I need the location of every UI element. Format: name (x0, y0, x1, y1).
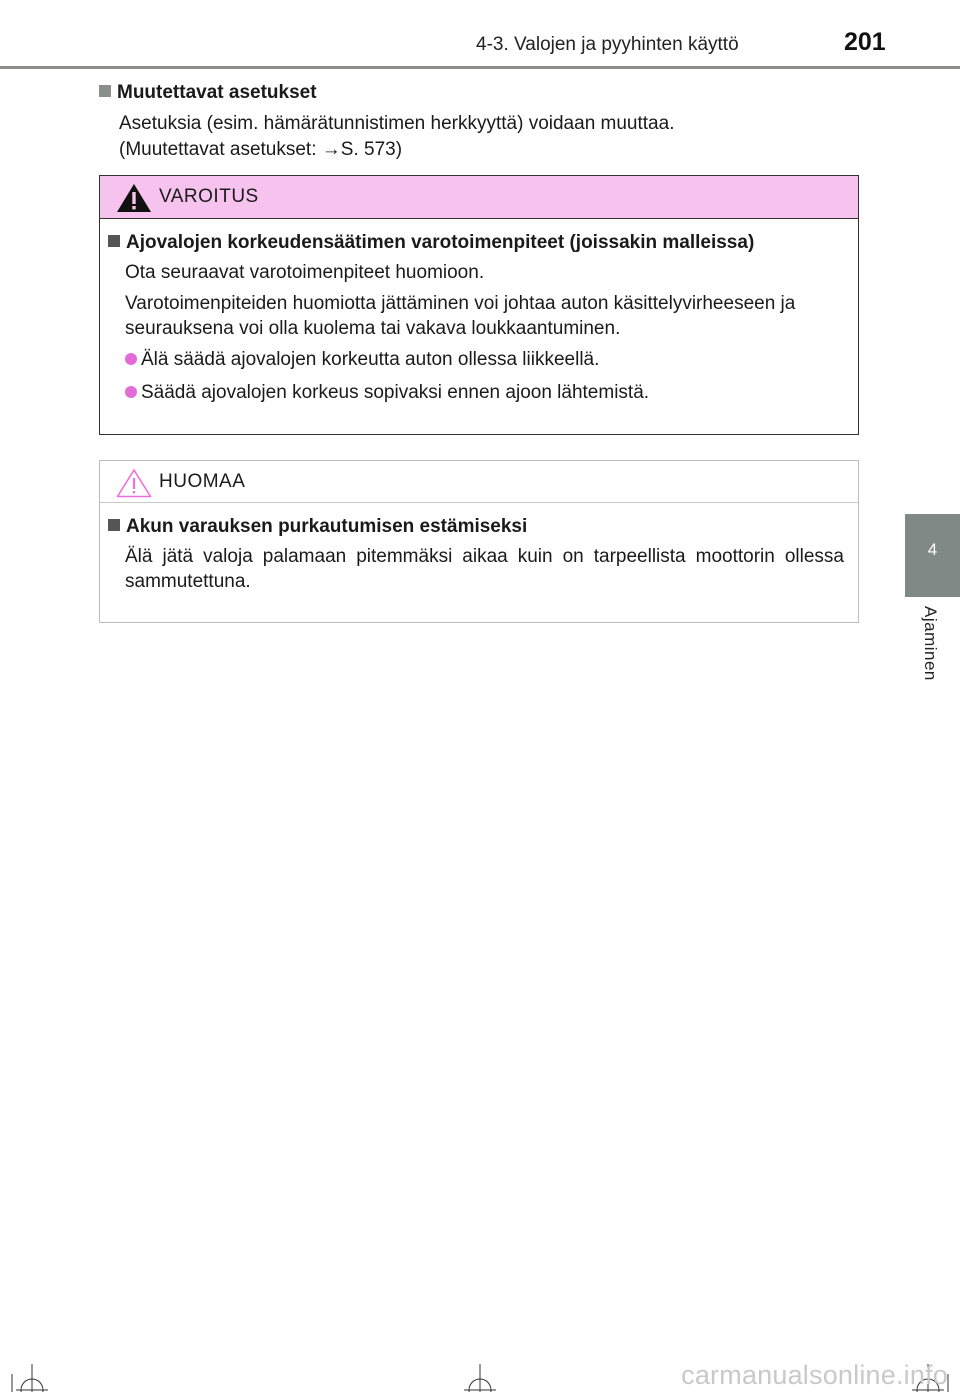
chapter-tab (905, 514, 960, 597)
square-bullet-icon (108, 235, 120, 247)
notice-heading (108, 515, 844, 539)
notice-box (99, 460, 859, 623)
intro-line-2: (Muutettavat asetukset: →S. 573) (119, 139, 403, 160)
notice-para: Älä jätä valoja palamaan pitemmäksi aikaa kuin on tarpeellista moottorin ollessa sammutettuna. (125, 546, 844, 592)
registration-mark-icon (458, 1364, 502, 1392)
warning-bullet-1: Älä säädä ajovalojen korkeutta auton ollessa liikkeellä. (141, 349, 600, 370)
warning-bullet (125, 380, 844, 405)
warning-para-2: Varotoimenpiteiden huomiotta jättäminen voi johtaa auton käsittelyvirheeseen ja seurauksena voi olla kuolema tai vakava loukkaantuminen. (125, 293, 796, 339)
registration-mark-icon (10, 1364, 54, 1392)
square-bullet-icon (108, 519, 120, 531)
intro-body (119, 111, 839, 163)
square-bullet-icon (99, 85, 111, 97)
intro-heading-text: Muutettavat asetukset (117, 82, 317, 103)
warning-box (99, 175, 859, 435)
warning-triangle-icon (116, 183, 152, 213)
warning-title-bar (100, 176, 858, 219)
warning-bullet-2: Säädä ajovalojen korkeus sopivaksi ennen ajoon lähtemistä. (141, 382, 650, 403)
chapter-tab-number: 4 (927, 540, 938, 559)
header-rule (0, 66, 960, 69)
notice-title-bar (100, 461, 858, 503)
warning-heading (108, 231, 844, 255)
watermark: carmanualsonline.info (681, 1360, 948, 1390)
notice-content (100, 503, 858, 594)
chapter-tab-label: Ajaminen (921, 606, 940, 681)
warning-title: VAROITUS (159, 186, 259, 207)
bullet-dot-icon (125, 353, 137, 365)
bullet-dot-icon (125, 386, 137, 398)
warning-heading-text: Ajovalojen korkeudensäätimen varotoimenpiteet (joissakin malleissa) (126, 232, 755, 253)
notice-heading-text: Akun varauksen purkautumisen estämiseksi (126, 516, 528, 537)
running-header-section: 4-3. Valojen ja pyyhinten käyttö (476, 34, 739, 55)
page-number: 201 (844, 28, 886, 56)
intro-heading (99, 82, 317, 104)
caution-triangle-icon (116, 468, 152, 498)
notice-title: HUOMAA (159, 471, 246, 492)
intro-line-1: Asetuksia (esim. hämärätunnistimen herkkyyttä) voidaan muuttaa. (119, 113, 675, 134)
warning-bullet (125, 347, 844, 372)
warning-para-1: Ota seuraavat varotoimenpiteet huomioon. (125, 262, 485, 283)
warning-content (100, 219, 858, 405)
